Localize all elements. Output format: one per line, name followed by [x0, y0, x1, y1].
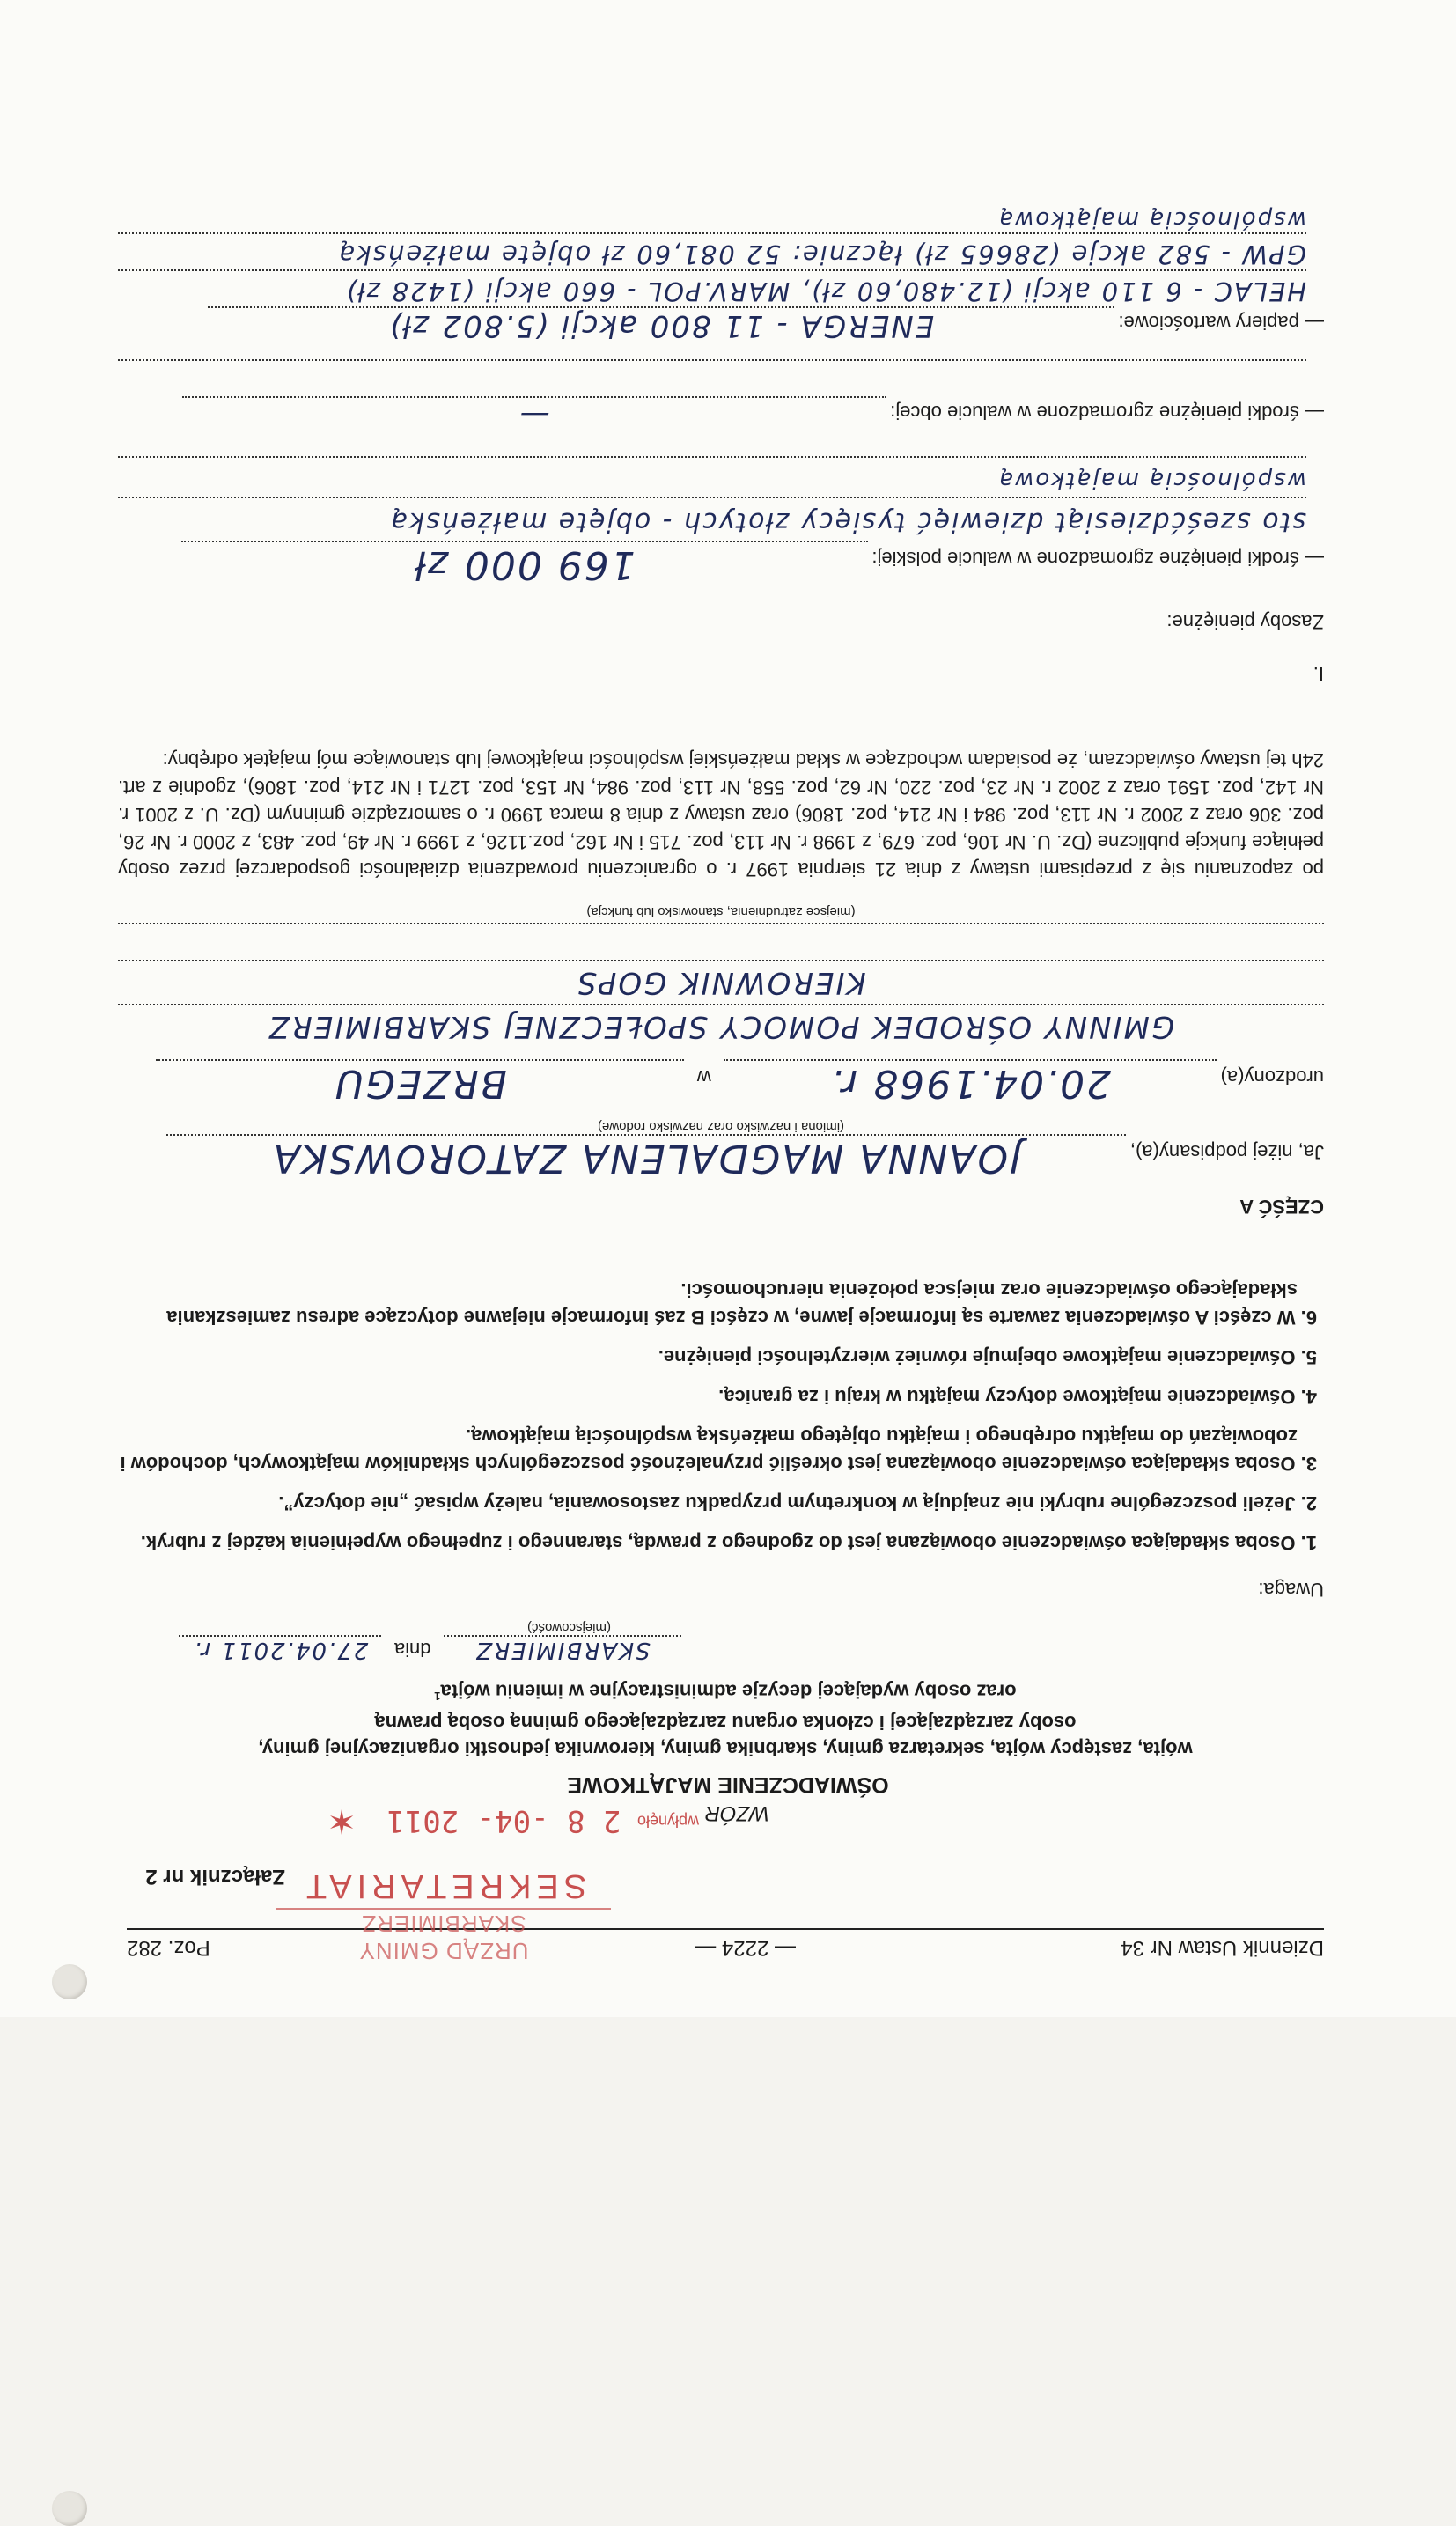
asterisk-mark: ✶ — [327, 1801, 357, 1840]
note-2: 2. Jeżeli poszczególne rubryki nie znajdują w konkretnym przypadku zastosowania, należy wpisać „nie dotyczy”. — [278, 1492, 1317, 1514]
securities-line-4: wspólnością majątkową — [997, 206, 1306, 232]
fx-row — [118, 396, 1324, 433]
punch-hole-bottom — [52, 1964, 87, 1999]
received-label: wpłynęło — [636, 1812, 699, 1830]
page-number: — 2224 — — [695, 1936, 796, 1960]
fx-label: — środki pieniężne zgromadzone w walucie obcej: — [890, 401, 1324, 423]
notes-block — [118, 1277, 1324, 1603]
subtitle-footnote: 1 — [434, 1690, 441, 1703]
securities-line-1: ENERGA - 11 800 akcji (5.802 zł) — [208, 306, 1114, 343]
section-1 — [118, 201, 1324, 688]
subtitle-line-2: osoby zarządzającej i członka organu zarządzającego gminną osobą prawną — [374, 1712, 1077, 1734]
date-value: 27.04.2011 r. — [180, 1635, 382, 1663]
model-label: WZÓR — [704, 1801, 769, 1825]
born-in-label: w — [696, 1066, 711, 1088]
document-subtitle — [127, 1678, 1324, 1762]
employment-line-1: GMINNY OŚRODEK POMOCY SPOŁECZNEJ SKARBIMIERZ — [118, 1004, 1324, 1044]
name-caption: (imiona i nazwisko oraz nazwisko rodowe) — [597, 1119, 845, 1134]
employment-line-3 — [118, 923, 1324, 960]
name-row — [118, 1119, 1324, 1181]
punch-hole-top — [52, 2491, 87, 2526]
received-stamp — [327, 1801, 699, 1841]
note-1: 1. Osoba składająca oświadczenie obowiązana jest do zgodnego z prawdą, starannego i zupełnego wypełnienia każdej z rubryk. — [140, 1532, 1317, 1554]
birth-row — [118, 1059, 1324, 1106]
subtitle-line-3: oraz osoby wydającej decyzje administracyjne w imieniu wójta$^1$ — [434, 1680, 1017, 1703]
received-date: 2 8 -04- 2011 — [386, 1803, 621, 1838]
pln-amount: 169 000 zł — [181, 541, 868, 587]
note-5: 5. Oświadczenie majątkowe obejmuje również wierzytelności pieniężne. — [658, 1346, 1317, 1368]
securities-label: — papiery wartościowe: — [1118, 312, 1324, 334]
part-a-heading: CZĘŚĆ A — [1239, 1196, 1324, 1218]
pln-row — [118, 541, 1324, 587]
note-4: 4. Oświadczenie majątkowe dotyczy majątku w kraju i za granicą. — [718, 1386, 1317, 1408]
signed-label: Ja, niżej podpisany(a), — [1129, 1141, 1324, 1163]
document-title: OŚWIADCZENIE MAJĄTKOWE — [567, 1772, 889, 1797]
employment-line-2: KIEROWNIK GOPS — [118, 960, 1324, 1000]
legal-statement: po zapoznaniu się z przepisami ustawy z dnia 21 sierpnia 1997 r. o ograniczeniu prowadzenia działalności gospodarczej przez osoby pełniące funkcje publiczne (Dz. U. Nr 106, poz. 679, z 1998 r. Nr 113, poz. 715 i Nr 162, poz.1126, z 1999 r. Nr 49, poz. 483, z 2000 r. Nr 26, poz. 306 oraz z 2002 r. Nr 113, poz. 984 i Nr 214, poz. 1806) oraz ustawy z dnia 8 marca 1990 r. o samorządzie gminnym (Dz. U. z 2001 r. Nr 142, poz. 1591 oraz z 2002 r. Nr 23, poz. 220, Nr 62, poz. 558, Nr 113, poz. 984, Nr 153, poz. 1271 i Nr 214, poz. 1806), zgodnie z art. 24h tej ustawy oświadczam, że posiadam wchodzące w skład małżeńskiej wspólności majątkowej lub stanowiące mój majątek odrębny: — [118, 749, 1324, 880]
date-label: dnia — [393, 1639, 431, 1661]
position-number: Poz. 282 — [127, 1936, 210, 1960]
note-3: 3. Osoba składająca oświadczenie obowiązana jest określić przynależność poszczególnych składników majątkowych, dochodów i zobowiązań do majątku odrębnego i majątku objętego małżeńską wspólnością majątkową. — [120, 1425, 1317, 1475]
attachment-label: Załącznik nr 2 — [145, 1865, 285, 1889]
section-1-heading: Zasoby pieniężne: — [1166, 611, 1324, 633]
place-value: SKARBIMIERZ — [444, 1635, 681, 1663]
employment-block — [118, 904, 1324, 1044]
subtitle-line-1: wójta, zastępcy wójta, sekretarza gminy, skarbnika gminy, kierownika jednostki organizacyjnej gminy, — [258, 1738, 1193, 1760]
born-label: urodzony(a) — [1220, 1066, 1324, 1088]
place-date — [118, 1620, 681, 1663]
pln-words: sto sześćdziesiąt dziewięć tysięcy złotych - objęte małżeńską — [118, 497, 1306, 537]
employment-caption: (miejsce zatrudnienia, stanowisko lub funkcja) — [586, 904, 856, 919]
fx-extra-line — [118, 359, 1306, 396]
pln-words-2: wspólnością majątkową — [118, 456, 1306, 493]
place-caption: (miejscowość) — [526, 1620, 611, 1635]
name-value: JOANNA MAGDALENA ZATOROWSKA — [166, 1134, 1126, 1181]
securities-line-3: GPW - 582 akcje (28665 zł) łącznie: 52 081,60 zł objęte małżeńską — [118, 232, 1306, 269]
pln-label: — środki pieniężne zgromadzone w walucie polskiej: — [871, 548, 1324, 570]
section-1-number: I. — [1313, 663, 1324, 685]
notes-heading: Uwaga: — [1258, 1579, 1324, 1601]
birth-place-value: BRZEGU — [156, 1059, 684, 1106]
office-stamp-name: URZĄD GMINY SKARBIMIERZ — [276, 1908, 611, 1964]
securities-line-2: HELAC - 6 110 akcji (12.480,60 zł), MARV.POL - 660 akcji (1428 zł) — [118, 269, 1306, 306]
journal-name: Dziennik Ustaw Nr 34 — [1121, 1936, 1324, 1960]
note-6: 6. W części A oświadczenia zawarte są informacje jawne, w części B zaś informacje niejawne dotyczące adresu zamieszkania składającego oświadczenie oraz miejsca położenia nieruchomości. — [166, 1279, 1317, 1329]
secretariat-stamp: SEKRETARIAT — [300, 1867, 587, 1904]
securities-row — [118, 306, 1324, 343]
office-stamp — [276, 1867, 611, 1964]
birth-date-value: 20.04.1968 r. — [724, 1059, 1217, 1106]
fx-value: — — [182, 396, 886, 433]
